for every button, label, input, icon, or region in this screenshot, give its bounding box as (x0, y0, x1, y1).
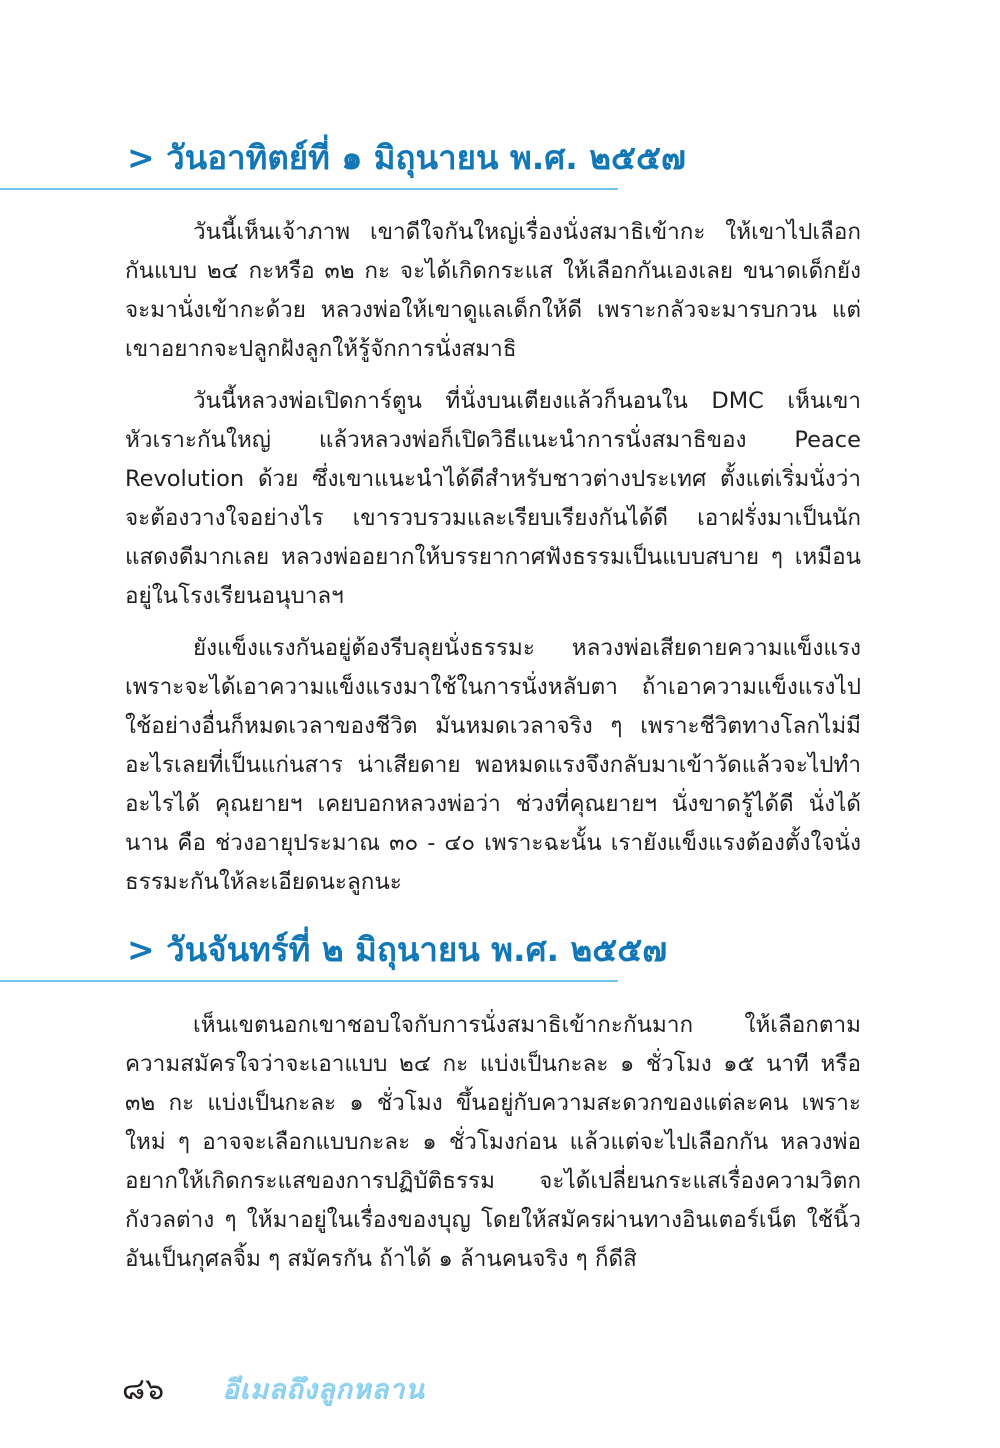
paragraph: ยังแข็งแรงกันอยู่ต้องรีบลุยนั่งธรรมะ หลวงพ่อเสียดายความแข็งแรง เพราะจะได้เอาความแข็งแรงมาใช้ในการนั่งหลับตา ถ้าเอาความแข็งแรงไปใช้อย่างอื่นก็หมดเวลาของชีวิต มันหมดเวลาจริง ๆ เพราะชีวิตทางโลกไม่มีอะไรเลยที่เป็นแก่นสาร น่าเสียดาย พอหมดแรงจึงกลับมาเข้าวัดแล้วจะไปทำอะไรได้ คุณยายฯ เคยบอกหลวงพ่อว่า ช่วงที่คุณยายฯ นั่งขาดรู้ได้ดี นั่งได้นาน คือ ช่วงอายุประมาณ ๓๐ - ๔๐ เพราะฉะนั้น เรายังแข็งแรงต้องตั้งใจนั่งธรรมะกันให้ละเอียดนะลูกนะ (125, 635, 861, 895)
heading-divider (0, 980, 618, 982)
paragraph: วันนี้เห็นเจ้าภาพ เขาดีใจกันใหญ่เรื่องนั่งสมาธิเข้ากะ ให้เขาไปเลือกกันแบบ ๒๔ กะหรือ ๓๒ กะ จะได้เกิดกระแส ให้เลือกกันเองเลย ขนาดเด็กยังจะมานั่งเข้ากะด้วย หลวงพ่อให้เขาดูแลเด็กให้ดี เพราะกลัวจะมารบกวน แต่เขาอยากจะปลูกฝังลูกให้รู้จักการนั่งสมาธิ (125, 219, 861, 362)
book-title-logo-text: อีเมลถึงลูกหลาน (222, 1374, 425, 1405)
section-heading-sunday: > วันอาทิตย์ที่ ๑ มิถุนายน พ.ศ. ๒๕๕๗ (127, 138, 686, 177)
paragraph: วันนี้หลวงพ่อเปิดการ์ตูน ที่นั่งบนเตียงแล้วก็นอนใน DMC เห็นเขาหัวเราะกันใหญ่ แล้วหลวงพ่อก็เปิดวิธีแนะนำการนั่งสมาธิของ Peace Revolution ด้วย ซึ่งเขาแนะนำได้ดีสำหรับชาวต่างประเทศ ตั้งแต่เริ่มนั่งว่าจะต้องวางใจอย่างไร เขารวบรวมและเรียบเรียงกันได้ดี เอาฝรั่งมาเป็นนักแสดงดีมากเลย หลวงพ่ออยากให้บรรยากาศฟังธรรมเป็นแบบสบาย ๆ เหมือนอยู่ในโรงเรียนอนุบาลฯ (125, 388, 861, 609)
section-body-sunday (125, 213, 861, 915)
heading-divider (0, 188, 618, 190)
paragraph: เห็นเขตนอกเขาชอบใจกับการนั่งสมาธิเข้ากะกันมาก ให้เลือกตามความสมัครใจว่าจะเอาแบบ ๒๔ กะ แบ่งเป็นกะละ ๑ ชั่วโมง ๑๕ นาที หรือ ๓๒ กะ แบ่งเป็นกะละ ๑ ชั่วโมง ขึ้นอยู่กับความสะดวกของแต่ละคน เพราะใหม่ ๆ อาจจะเลือกแบบกะละ ๑ ชั่วโมงก่อน แล้วแต่จะไปเลือกกัน หลวงพ่ออยากให้เกิดกระแสของการปฏิบัติธรรม จะได้เปลี่ยนกระแสเรื่องความวิตกกังวลต่าง ๆ ให้มาอยู่ในเรื่องของบุญ โดยให้สมัครผ่านทางอินเตอร์เน็ต ใช้นิ้วอันเป็นกุศลจิ้ม ๆ สมัครกัน ถ้าได้ ๑ ล้านคนจริง ๆ ก็ดีสิ (125, 1012, 861, 1272)
section-body-monday (125, 1006, 861, 1292)
book-title-logo (222, 1360, 472, 1420)
page-number: ๘๖ (122, 1372, 165, 1407)
section-heading-monday: > วันจันทร์ที่ ๒ มิถุนายน พ.ศ. ๒๕๕๗ (127, 930, 668, 969)
